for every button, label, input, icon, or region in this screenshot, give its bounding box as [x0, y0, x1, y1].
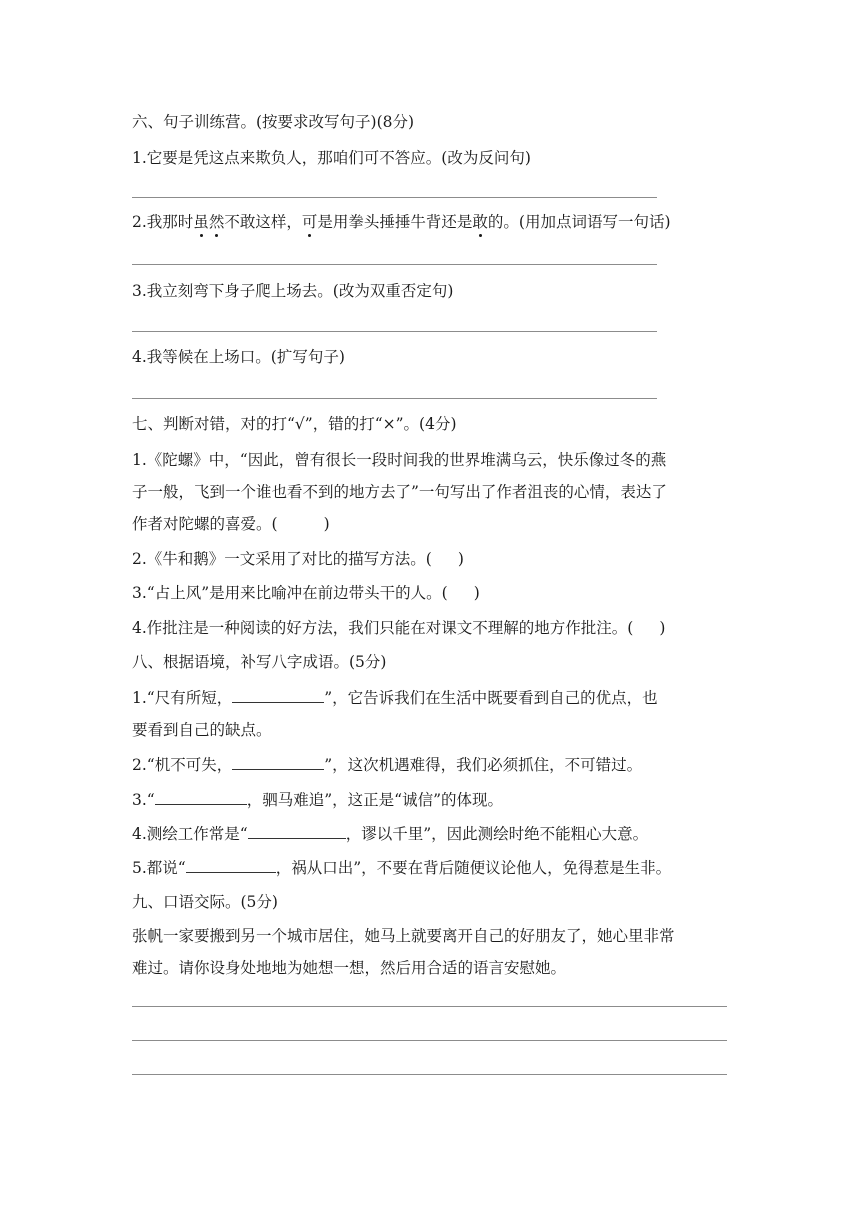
- section7-question-3: [132, 583, 480, 603]
- section8-question-1-line1: [132, 688, 658, 708]
- fill-blank[interactable]: [232, 702, 324, 703]
- text-span: ): [659, 619, 666, 637]
- dotted-char: 虽: [193, 213, 209, 231]
- answer-line[interactable]: [132, 398, 657, 399]
- text-span: 3.“: [132, 791, 155, 809]
- text-span: 是用拳头捶捶牛背还是: [317, 213, 473, 231]
- section6-question-4: 4.我等候在上场口。(扩写句子): [132, 348, 345, 366]
- section7-question-4: [132, 618, 665, 638]
- text-span: ): [473, 584, 480, 602]
- fill-blank[interactable]: [186, 872, 276, 873]
- section6-title: 六、句子训练营。(按要求改写句子)(8分): [132, 113, 415, 131]
- text-span: 2.“机不可失，: [132, 756, 233, 774]
- text-span: 3.“占上风”是用来比喻冲在前边带头干的人。(: [132, 584, 448, 602]
- section9-title: 九、口语交际。(5分): [132, 893, 278, 911]
- section8-question-2: [132, 755, 642, 775]
- text-span: 作者对陀螺的喜爱。(: [132, 515, 278, 533]
- section7-question-1-line2: 子一般，飞到一个谁也看不到的地方去了”一句写出了作者沮丧的心情，表达了: [132, 483, 667, 501]
- section8-question-4: [132, 824, 648, 844]
- text-span: ，驷马难追”，这正是“诚信”的体现。: [246, 791, 503, 809]
- section9-prompt-line2: 难过。请你设身处地地为她想一想，然后用合适的语言安慰她。: [132, 959, 567, 977]
- text-span: 的。(用加点词语写一句话): [487, 213, 671, 231]
- section7-title: 七、判断对错，对的打“√”，错的打“×”。(4分): [132, 415, 457, 433]
- dotted-char: 然: [208, 213, 225, 231]
- text-span: ，谬以千里”，因此测绘时绝不能粗心大意。: [345, 825, 649, 843]
- answer-line[interactable]: [132, 1074, 727, 1075]
- text-span: 5.都说“: [132, 859, 186, 877]
- section8-question-3: [132, 790, 503, 810]
- section8-title: 八、根据语境，补写八字成语。(5分): [132, 653, 387, 671]
- answer-line[interactable]: [132, 197, 657, 198]
- section7-question-1-line1: 1.《陀螺》中，“因此，曾有很长一段时间我的世界堆满乌云，快乐像过冬的燕: [132, 451, 667, 469]
- section8-question-5: [132, 858, 671, 878]
- text-span: 1.“尺有所短，: [132, 689, 233, 707]
- text-span: ): [457, 550, 464, 568]
- answer-line[interactable]: [132, 1006, 727, 1007]
- section7-question-1-line3: [132, 514, 330, 534]
- text-span: 4.测绘工作常是“: [132, 825, 248, 843]
- answer-line[interactable]: [132, 1040, 727, 1041]
- text-span: 不敢这样，: [224, 213, 302, 231]
- fill-blank[interactable]: [248, 838, 346, 839]
- section7-question-2: [132, 549, 464, 569]
- dotted-char: 可: [301, 213, 318, 231]
- text-span: 2.《牛和鹅》一文采用了对比的描写方法。(: [132, 550, 432, 568]
- section6-question-3: 3.我立刻弯下身子爬上场去。(改为双重否定句): [132, 282, 454, 300]
- text-span: ，祸从口出”，不要在背后随便议论他人，免得惹是生非。: [275, 859, 672, 877]
- answer-line[interactable]: [132, 264, 657, 265]
- text-span: 4.作批注是一种阅读的好方法，我们只能在对课文不理解的地方作批注。(: [132, 619, 634, 637]
- text-span: ”，这次机遇难得，我们必须抓住，不可错过。: [324, 756, 643, 774]
- section6-question-1: 1.它要是凭这点来欺负人，那咱们可不答应。(改为反问句): [132, 149, 531, 167]
- dotted-char: 敢: [472, 213, 488, 231]
- fill-blank[interactable]: [232, 769, 324, 770]
- section8-question-1-line2: 要看到自己的缺点。: [132, 721, 272, 739]
- text-span: ”，它告诉我们在生活中既要看到自己的优点，也: [324, 689, 658, 707]
- text-span: 2.我那时: [132, 213, 194, 231]
- section6-question-2: [132, 212, 671, 232]
- text-span: ): [323, 515, 330, 533]
- fill-blank[interactable]: [155, 804, 247, 805]
- answer-line[interactable]: [132, 331, 657, 332]
- section9-prompt-line1: 张帆一家要搬到另一个城市居住，她马上就要离开自己的好朋友了，她心里非常: [132, 927, 675, 945]
